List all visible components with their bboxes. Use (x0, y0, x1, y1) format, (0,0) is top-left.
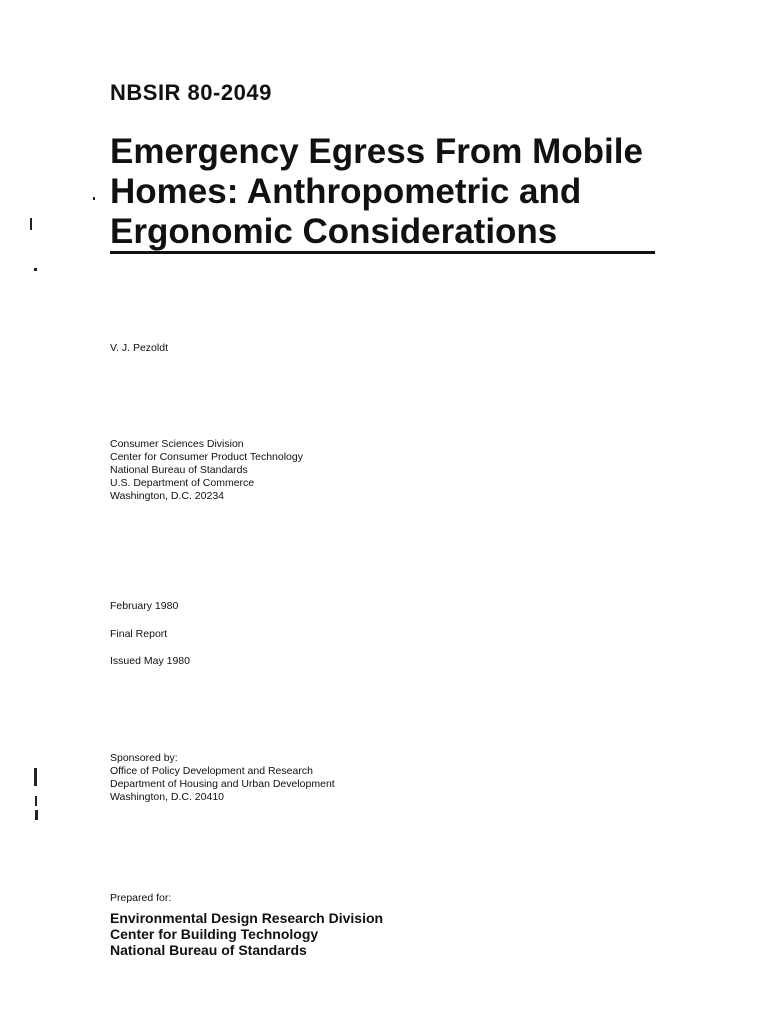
title-underline-rule (110, 251, 655, 254)
sponsor-block (110, 752, 335, 804)
title-line-3: Ergonomic Considerations (110, 212, 558, 251)
scan-mark (93, 197, 95, 200)
scan-mark (30, 218, 32, 230)
author: V. J. Pezoldt (110, 342, 168, 354)
prepared-for-block (110, 910, 383, 958)
prepared-for-line: Center for Building Technology (110, 926, 319, 942)
scan-mark (34, 268, 37, 271)
scan-mark (34, 768, 37, 786)
sponsor-line: Washington, D.C. 20410 (110, 791, 225, 803)
sponsor-line: Sponsored by: (110, 752, 178, 764)
prepared-for-label: Prepared for: (110, 892, 172, 904)
sponsor-line: Office of Policy Development and Research (110, 765, 313, 777)
report-number: NBSIR 80-2049 (110, 80, 272, 105)
affiliation-line: Washington, D.C. 20234 (110, 490, 225, 502)
affiliation-line: U.S. Department of Commerce (110, 477, 255, 489)
affiliation-line: Consumer Sciences Division (110, 438, 244, 450)
affiliation-line: Center for Consumer Product Technology (110, 451, 303, 463)
document-title (110, 132, 670, 252)
report-type: Final Report (110, 628, 168, 640)
author-affiliation (110, 438, 303, 503)
scan-mark (35, 796, 37, 806)
prepared-for-line: Environmental Design Research Division (110, 910, 384, 926)
sponsor-line: Department of Housing and Urban Development (110, 778, 335, 790)
scan-mark (35, 810, 38, 820)
issue-date: Issued May 1980 (110, 655, 190, 667)
prepared-for-line: National Bureau of Standards (110, 942, 307, 958)
affiliation-line: National Bureau of Standards (110, 464, 248, 476)
title-line-1: Emergency Egress From Mobile (110, 132, 643, 171)
title-line-2: Homes: Anthropometric and (110, 172, 582, 211)
report-date: February 1980 (110, 600, 179, 612)
